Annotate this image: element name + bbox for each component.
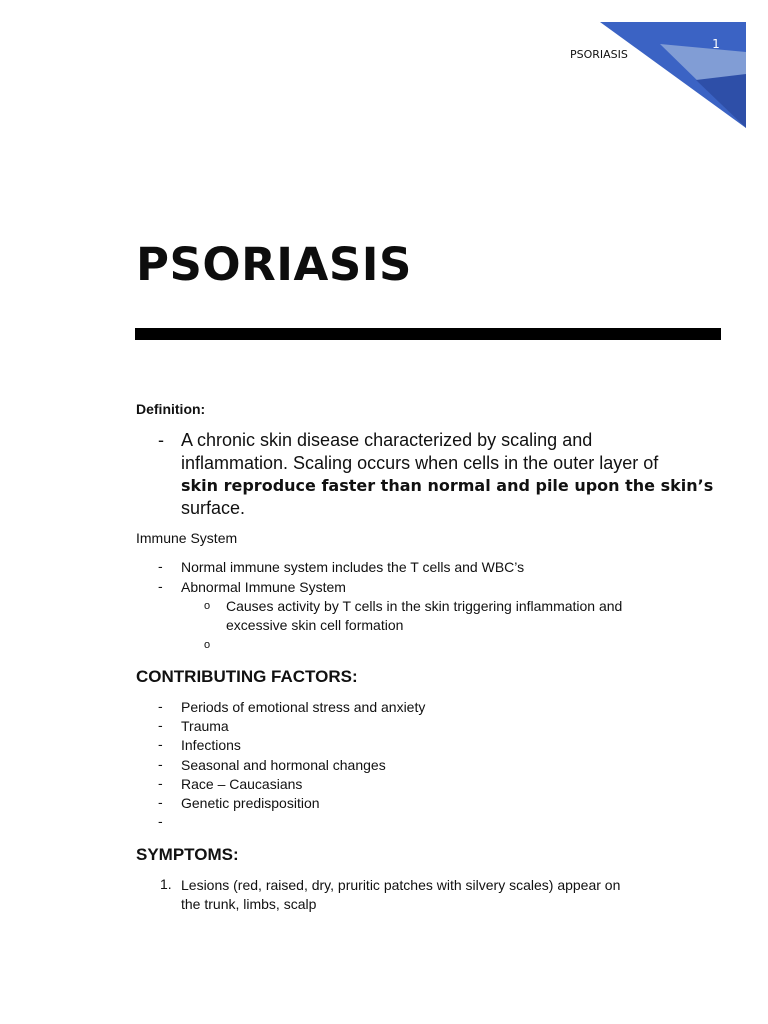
definition-text-line3: skin reproduce faster than normal and pile upon the skin’s <box>181 476 714 495</box>
sub-list-item-line2: excessive skin cell formation <box>226 617 404 633</box>
contributing-factors-heading: CONTRIBUTING FACTORS: <box>136 667 358 686</box>
definition-text-line1: A chronic skin disease characterized by scaling and <box>181 430 593 450</box>
list-bullet: - <box>158 698 163 714</box>
list-bullet: - <box>158 794 163 810</box>
list-item: Genetic predisposition <box>181 795 320 811</box>
list-number: 1. <box>160 876 172 892</box>
page-title: PSORIASIS <box>136 238 412 291</box>
numbered-item-line1: Lesions (red, raised, dry, pruritic patches with silvery scales) appear on <box>181 877 621 893</box>
list-item: Seasonal and hormonal changes <box>181 757 386 773</box>
list-item: Trauma <box>181 718 229 734</box>
definition-text-line2: inflammation. Scaling occurs when cells in the outer layer of <box>181 453 659 473</box>
list-bullet: - <box>158 756 163 772</box>
list-bullet: - <box>158 558 163 574</box>
immune-system-label: Immune System <box>136 530 238 546</box>
list-bullet: - <box>158 717 163 733</box>
definition-label: Definition: <box>136 401 206 417</box>
sub-bullet: o <box>204 600 211 612</box>
list-bullet: - <box>158 736 163 752</box>
sub-list-item-line1: Causes activity by T cells in the skin triggering inflammation and <box>226 598 623 614</box>
title-rule <box>135 328 721 340</box>
list-item: Race – Caucasians <box>181 776 303 792</box>
definition-text-line4: surface. <box>181 498 246 518</box>
list-item: Normal immune system includes the T cells and WBC’s <box>181 559 525 575</box>
page-number: 1 <box>712 37 720 51</box>
definition-bullet: - <box>158 430 164 450</box>
sub-bullet: o <box>204 639 211 651</box>
running-header-title: PSORIASIS <box>570 48 628 61</box>
list-item: Infections <box>181 737 241 753</box>
list-bullet: - <box>158 578 163 594</box>
list-item: Abnormal Immune System <box>181 579 346 595</box>
list-bullet: - <box>158 775 163 791</box>
numbered-item-line2: the trunk, limbs, scalp <box>181 896 317 912</box>
list-bullet: - <box>158 813 163 829</box>
symptoms-heading: SYMPTOMS: <box>136 845 239 864</box>
list-item: Periods of emotional stress and anxiety <box>181 699 426 715</box>
